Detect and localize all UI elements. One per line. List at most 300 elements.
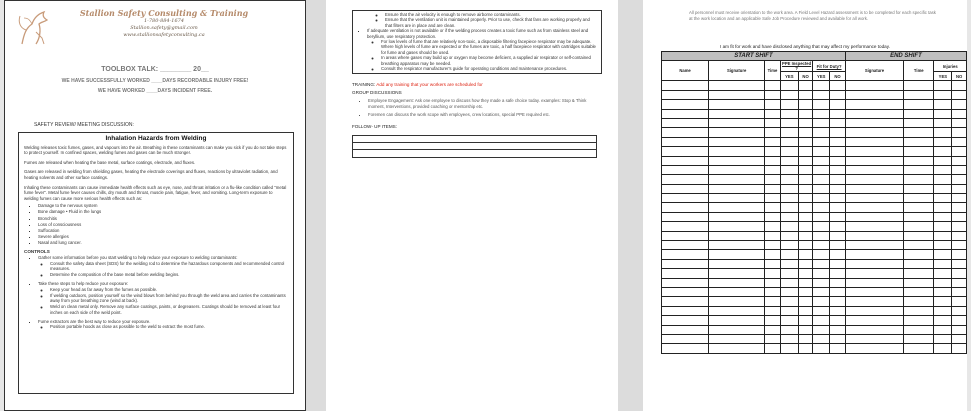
table-cell[interactable] — [952, 297, 967, 306]
table-cell[interactable] — [952, 250, 967, 259]
table-cell[interactable] — [813, 156, 830, 165]
table-cell[interactable] — [662, 109, 709, 118]
table-cell[interactable] — [934, 259, 952, 268]
table-cell[interactable] — [765, 147, 781, 156]
table-cell[interactable] — [934, 297, 952, 306]
table-cell[interactable] — [904, 316, 934, 325]
table-cell[interactable] — [780, 137, 798, 146]
table-cell[interactable] — [662, 231, 709, 240]
table-cell[interactable] — [798, 306, 813, 315]
table-cell[interactable] — [798, 212, 813, 221]
table-cell[interactable] — [934, 325, 952, 334]
table-cell[interactable] — [765, 259, 781, 268]
table-cell[interactable] — [952, 316, 967, 325]
table-cell[interactable] — [780, 259, 798, 268]
table-cell[interactable] — [813, 81, 830, 90]
table-cell[interactable] — [662, 81, 709, 90]
table-cell[interactable] — [952, 212, 967, 221]
table-cell[interactable] — [709, 109, 765, 118]
table-cell[interactable] — [765, 203, 781, 212]
table-cell[interactable] — [662, 306, 709, 315]
table-cell[interactable] — [780, 231, 798, 240]
table-cell[interactable] — [765, 306, 781, 315]
table-cell[interactable] — [904, 250, 934, 259]
table-cell[interactable] — [709, 297, 765, 306]
table-cell[interactable] — [780, 81, 798, 90]
table-cell[interactable] — [813, 137, 830, 146]
table-cell[interactable] — [952, 194, 967, 203]
table-cell[interactable] — [709, 81, 765, 90]
table-cell[interactable] — [709, 241, 765, 250]
table-cell[interactable] — [845, 203, 903, 212]
table-cell[interactable] — [952, 147, 967, 156]
table-cell[interactable] — [830, 259, 846, 268]
table-cell[interactable] — [709, 306, 765, 315]
table-cell[interactable] — [904, 241, 934, 250]
table-cell[interactable] — [830, 109, 846, 118]
table-cell[interactable] — [765, 297, 781, 306]
table-cell[interactable] — [709, 269, 765, 278]
table-cell[interactable] — [709, 334, 765, 343]
table-cell[interactable] — [813, 90, 830, 99]
table-cell[interactable] — [662, 222, 709, 231]
table-cell[interactable] — [798, 334, 813, 343]
table-cell[interactable] — [830, 287, 846, 296]
table-cell[interactable] — [662, 128, 709, 137]
table-cell[interactable] — [765, 137, 781, 146]
table-cell[interactable] — [830, 297, 846, 306]
table-cell[interactable] — [709, 118, 765, 127]
table-cell[interactable] — [765, 156, 781, 165]
table-cell[interactable] — [662, 90, 709, 99]
table-cell[interactable] — [904, 147, 934, 156]
table-cell[interactable] — [780, 212, 798, 221]
table-cell[interactable] — [952, 287, 967, 296]
table-cell[interactable] — [952, 100, 967, 109]
table-cell[interactable] — [709, 344, 765, 353]
table-cell[interactable] — [798, 118, 813, 127]
table-cell[interactable] — [952, 109, 967, 118]
table-cell[interactable] — [845, 194, 903, 203]
table-cell[interactable] — [798, 81, 813, 90]
table-cell[interactable] — [780, 109, 798, 118]
table-cell[interactable] — [765, 269, 781, 278]
table-cell[interactable] — [709, 194, 765, 203]
table-cell[interactable] — [830, 241, 846, 250]
table-cell[interactable] — [662, 194, 709, 203]
table-cell[interactable] — [830, 316, 846, 325]
table-cell[interactable] — [904, 334, 934, 343]
table-cell[interactable] — [830, 344, 846, 353]
table-cell[interactable] — [798, 241, 813, 250]
table-cell[interactable] — [934, 222, 952, 231]
table-cell[interactable] — [709, 184, 765, 193]
table-cell[interactable] — [798, 325, 813, 334]
table-cell[interactable] — [709, 203, 765, 212]
table-cell[interactable] — [845, 156, 903, 165]
table-cell[interactable] — [709, 222, 765, 231]
table-cell[interactable] — [798, 344, 813, 353]
table-cell[interactable] — [780, 316, 798, 325]
table-cell[interactable] — [765, 81, 781, 90]
table-cell[interactable] — [765, 344, 781, 353]
table-cell[interactable] — [952, 137, 967, 146]
table-cell[interactable] — [662, 156, 709, 165]
table-cell[interactable] — [830, 137, 846, 146]
table-cell[interactable] — [780, 344, 798, 353]
table-cell[interactable] — [813, 203, 830, 212]
table-cell[interactable] — [934, 334, 952, 343]
table-cell[interactable] — [798, 156, 813, 165]
table-cell[interactable] — [830, 250, 846, 259]
table-cell[interactable] — [765, 222, 781, 231]
table-cell[interactable] — [780, 184, 798, 193]
table-cell[interactable] — [780, 147, 798, 156]
table-cell[interactable] — [709, 287, 765, 296]
table-cell[interactable] — [845, 175, 903, 184]
table-cell[interactable] — [780, 287, 798, 296]
table-cell[interactable] — [845, 325, 903, 334]
table-cell[interactable] — [904, 344, 934, 353]
table-cell[interactable] — [798, 231, 813, 240]
table-cell[interactable] — [934, 306, 952, 315]
table-cell[interactable] — [904, 297, 934, 306]
table-cell[interactable] — [934, 316, 952, 325]
table-cell[interactable] — [830, 165, 846, 174]
table-cell[interactable] — [934, 165, 952, 174]
table-cell[interactable] — [934, 90, 952, 99]
table-cell[interactable] — [780, 118, 798, 127]
table-cell[interactable] — [904, 325, 934, 334]
table-cell[interactable] — [952, 90, 967, 99]
table-cell[interactable] — [709, 156, 765, 165]
table-cell[interactable] — [952, 231, 967, 240]
table-cell[interactable] — [765, 250, 781, 259]
table-cell[interactable] — [934, 344, 952, 353]
table-cell[interactable] — [798, 297, 813, 306]
table-cell[interactable] — [765, 109, 781, 118]
table-cell[interactable] — [765, 231, 781, 240]
table-cell[interactable] — [845, 269, 903, 278]
table-cell[interactable] — [934, 137, 952, 146]
table-cell[interactable] — [845, 278, 903, 287]
table-cell[interactable] — [709, 212, 765, 221]
table-cell[interactable] — [904, 100, 934, 109]
table-cell[interactable] — [934, 241, 952, 250]
table-cell[interactable] — [845, 81, 903, 90]
table-cell[interactable] — [830, 175, 846, 184]
table-cell[interactable] — [830, 118, 846, 127]
table-cell[interactable] — [904, 165, 934, 174]
table-cell[interactable] — [813, 316, 830, 325]
table-cell[interactable] — [934, 269, 952, 278]
table-cell[interactable] — [813, 325, 830, 334]
table-cell[interactable] — [830, 156, 846, 165]
table-cell[interactable] — [813, 269, 830, 278]
table-cell[interactable] — [904, 212, 934, 221]
table-cell[interactable] — [813, 297, 830, 306]
table-cell[interactable] — [662, 278, 709, 287]
table-cell[interactable] — [934, 175, 952, 184]
table-cell[interactable] — [780, 241, 798, 250]
table-cell[interactable] — [845, 147, 903, 156]
table-cell[interactable] — [952, 184, 967, 193]
table-cell[interactable] — [845, 241, 903, 250]
table-cell[interactable] — [798, 278, 813, 287]
table-cell[interactable] — [780, 128, 798, 137]
table-cell[interactable] — [780, 222, 798, 231]
table-cell[interactable] — [765, 194, 781, 203]
table-cell[interactable] — [709, 231, 765, 240]
table-cell[interactable] — [813, 147, 830, 156]
table-cell[interactable] — [830, 147, 846, 156]
table-cell[interactable] — [765, 165, 781, 174]
table-cell[interactable] — [662, 147, 709, 156]
table-cell[interactable] — [798, 109, 813, 118]
table-cell[interactable] — [662, 269, 709, 278]
table-cell[interactable] — [904, 90, 934, 99]
table-cell[interactable] — [813, 100, 830, 109]
table-cell[interactable] — [830, 194, 846, 203]
table-cell[interactable] — [904, 269, 934, 278]
table-cell[interactable] — [813, 128, 830, 137]
table-cell[interactable] — [662, 165, 709, 174]
table-cell[interactable] — [830, 212, 846, 221]
table-cell[interactable] — [934, 109, 952, 118]
table-cell[interactable] — [813, 165, 830, 174]
table-cell[interactable] — [934, 194, 952, 203]
table-cell[interactable] — [904, 194, 934, 203]
table-cell[interactable] — [830, 231, 846, 240]
table-cell[interactable] — [662, 203, 709, 212]
table-cell[interactable] — [662, 212, 709, 221]
follow-up-row[interactable] — [353, 143, 596, 150]
table-cell[interactable] — [798, 316, 813, 325]
table-cell[interactable] — [798, 100, 813, 109]
table-cell[interactable] — [813, 194, 830, 203]
table-cell[interactable] — [952, 175, 967, 184]
table-cell[interactable] — [904, 259, 934, 268]
table-cell[interactable] — [780, 334, 798, 343]
table-cell[interactable] — [813, 306, 830, 315]
table-cell[interactable] — [845, 297, 903, 306]
table-cell[interactable] — [904, 137, 934, 146]
table-cell[interactable] — [952, 344, 967, 353]
table-cell[interactable] — [813, 344, 830, 353]
table-cell[interactable] — [952, 269, 967, 278]
table-cell[interactable] — [813, 231, 830, 240]
table-cell[interactable] — [830, 325, 846, 334]
table-cell[interactable] — [830, 334, 846, 343]
table-cell[interactable] — [952, 334, 967, 343]
table-cell[interactable] — [709, 100, 765, 109]
table-cell[interactable] — [709, 147, 765, 156]
table-cell[interactable] — [813, 241, 830, 250]
table-cell[interactable] — [904, 287, 934, 296]
table-cell[interactable] — [934, 147, 952, 156]
table-cell[interactable] — [813, 278, 830, 287]
table-cell[interactable] — [934, 250, 952, 259]
table-cell[interactable] — [952, 259, 967, 268]
table-cell[interactable] — [904, 118, 934, 127]
table-cell[interactable] — [780, 165, 798, 174]
table-cell[interactable] — [798, 184, 813, 193]
follow-up-row[interactable] — [353, 150, 596, 157]
table-cell[interactable] — [830, 100, 846, 109]
table-cell[interactable] — [904, 222, 934, 231]
table-cell[interactable] — [934, 203, 952, 212]
table-cell[interactable] — [662, 297, 709, 306]
table-cell[interactable] — [780, 278, 798, 287]
table-cell[interactable] — [662, 184, 709, 193]
table-cell[interactable] — [845, 118, 903, 127]
table-cell[interactable] — [662, 325, 709, 334]
table-cell[interactable] — [780, 297, 798, 306]
table-cell[interactable] — [952, 306, 967, 315]
table-cell[interactable] — [709, 278, 765, 287]
table-cell[interactable] — [934, 287, 952, 296]
table-cell[interactable] — [845, 222, 903, 231]
table-cell[interactable] — [952, 241, 967, 250]
table-cell[interactable] — [904, 306, 934, 315]
table-cell[interactable] — [845, 90, 903, 99]
table-cell[interactable] — [934, 81, 952, 90]
table-cell[interactable] — [798, 287, 813, 296]
table-cell[interactable] — [934, 231, 952, 240]
table-cell[interactable] — [830, 269, 846, 278]
table-cell[interactable] — [904, 184, 934, 193]
table-cell[interactable] — [952, 81, 967, 90]
table-cell[interactable] — [765, 184, 781, 193]
table-cell[interactable] — [780, 269, 798, 278]
table-cell[interactable] — [952, 203, 967, 212]
table-cell[interactable] — [765, 212, 781, 221]
table-cell[interactable] — [934, 128, 952, 137]
table-cell[interactable] — [798, 137, 813, 146]
table-cell[interactable] — [798, 250, 813, 259]
table-cell[interactable] — [780, 325, 798, 334]
table-cell[interactable] — [662, 344, 709, 353]
table-cell[interactable] — [780, 100, 798, 109]
table-cell[interactable] — [830, 306, 846, 315]
table-cell[interactable] — [780, 203, 798, 212]
table-cell[interactable] — [845, 259, 903, 268]
table-cell[interactable] — [709, 250, 765, 259]
table-cell[interactable] — [813, 250, 830, 259]
table-cell[interactable] — [934, 212, 952, 221]
table-cell[interactable] — [765, 100, 781, 109]
table-cell[interactable] — [830, 81, 846, 90]
table-cell[interactable] — [845, 137, 903, 146]
table-cell[interactable] — [798, 128, 813, 137]
table-cell[interactable] — [765, 287, 781, 296]
table-cell[interactable] — [765, 175, 781, 184]
table-cell[interactable] — [952, 222, 967, 231]
table-cell[interactable] — [813, 184, 830, 193]
table-cell[interactable] — [934, 156, 952, 165]
table-cell[interactable] — [904, 203, 934, 212]
table-cell[interactable] — [952, 325, 967, 334]
table-cell[interactable] — [813, 259, 830, 268]
table-cell[interactable] — [934, 100, 952, 109]
table-cell[interactable] — [662, 334, 709, 343]
table-cell[interactable] — [662, 259, 709, 268]
table-cell[interactable] — [952, 128, 967, 137]
table-cell[interactable] — [845, 231, 903, 240]
table-cell[interactable] — [709, 316, 765, 325]
follow-up-row[interactable] — [353, 136, 596, 143]
table-cell[interactable] — [904, 81, 934, 90]
table-cell[interactable] — [662, 100, 709, 109]
table-cell[interactable] — [830, 128, 846, 137]
table-cell[interactable] — [845, 184, 903, 193]
table-cell[interactable] — [845, 287, 903, 296]
table-cell[interactable] — [845, 109, 903, 118]
table-cell[interactable] — [798, 259, 813, 268]
table-cell[interactable] — [709, 128, 765, 137]
table-cell[interactable] — [798, 194, 813, 203]
table-cell[interactable] — [813, 287, 830, 296]
table-cell[interactable] — [845, 212, 903, 221]
table-cell[interactable] — [780, 90, 798, 99]
table-cell[interactable] — [709, 90, 765, 99]
table-cell[interactable] — [845, 100, 903, 109]
table-cell[interactable] — [780, 175, 798, 184]
table-cell[interactable] — [765, 316, 781, 325]
table-cell[interactable] — [709, 137, 765, 146]
table-cell[interactable] — [765, 90, 781, 99]
table-cell[interactable] — [765, 128, 781, 137]
table-cell[interactable] — [904, 109, 934, 118]
table-cell[interactable] — [904, 231, 934, 240]
table-cell[interactable] — [780, 194, 798, 203]
table-cell[interactable] — [765, 334, 781, 343]
table-cell[interactable] — [709, 175, 765, 184]
table-cell[interactable] — [798, 175, 813, 184]
table-cell[interactable] — [798, 165, 813, 174]
table-cell[interactable] — [798, 203, 813, 212]
table-cell[interactable] — [904, 175, 934, 184]
table-cell[interactable] — [813, 334, 830, 343]
table-cell[interactable] — [934, 118, 952, 127]
table-cell[interactable] — [845, 344, 903, 353]
table-cell[interactable] — [780, 306, 798, 315]
table-cell[interactable] — [798, 269, 813, 278]
table-cell[interactable] — [798, 90, 813, 99]
table-cell[interactable] — [813, 109, 830, 118]
table-cell[interactable] — [709, 259, 765, 268]
table-cell[interactable] — [662, 137, 709, 146]
table-cell[interactable] — [780, 156, 798, 165]
table-cell[interactable] — [845, 250, 903, 259]
table-cell[interactable] — [830, 222, 846, 231]
table-cell[interactable] — [662, 175, 709, 184]
table-cell[interactable] — [934, 184, 952, 193]
table-cell[interactable] — [709, 325, 765, 334]
table-cell[interactable] — [813, 175, 830, 184]
table-cell[interactable] — [662, 250, 709, 259]
table-cell[interactable] — [709, 165, 765, 174]
table-cell[interactable] — [798, 147, 813, 156]
table-cell[interactable] — [813, 118, 830, 127]
table-cell[interactable] — [780, 250, 798, 259]
table-cell[interactable] — [845, 165, 903, 174]
table-cell[interactable] — [765, 325, 781, 334]
table-cell[interactable] — [830, 278, 846, 287]
table-cell[interactable] — [904, 156, 934, 165]
table-cell[interactable] — [904, 278, 934, 287]
table-cell[interactable] — [952, 165, 967, 174]
